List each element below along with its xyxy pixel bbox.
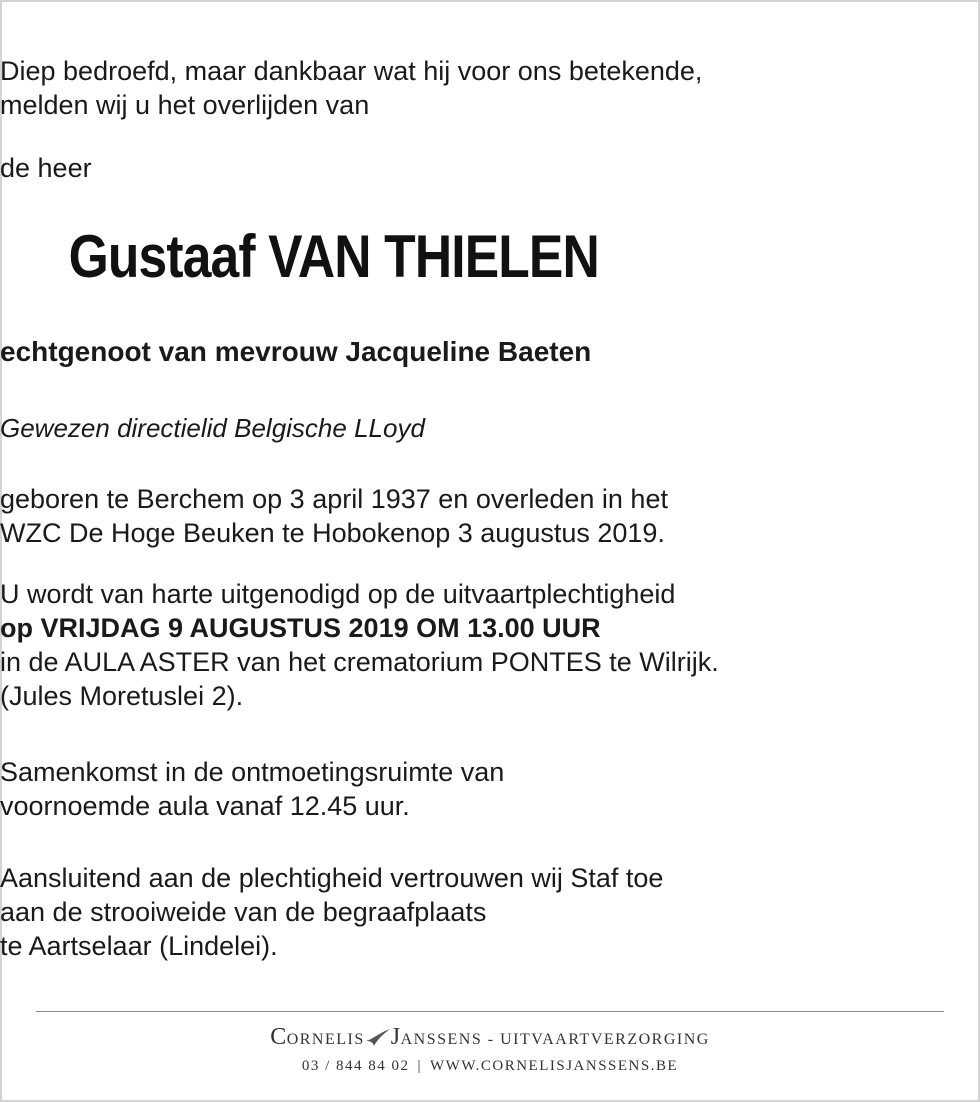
gathering-line-1: Samenkomst in de ontmoetingsruimte van xyxy=(0,757,505,787)
invitation-date-time: op VRIJDAG 9 AUGUSTUS 2019 OM 13.00 UUR xyxy=(0,613,601,643)
brand-name-anssens: ANSSENS - UITVAARTVERZORGING xyxy=(400,1031,710,1048)
intro-text xyxy=(0,54,980,122)
footer-divider xyxy=(36,1011,944,1012)
funeral-home-brand xyxy=(0,1024,980,1053)
former-role: Gewezen directielid Belgische LLoyd xyxy=(0,413,425,443)
invitation-line-1: U wordt van harte uitgenodigd op de uitvaartplechtigheid xyxy=(0,579,676,609)
invitation-address: (Jules Moretuslei 2). xyxy=(0,681,244,711)
deceased-name: Gustaaf VAN THIELEN xyxy=(68,223,599,290)
brand-initial-c: C xyxy=(270,1024,287,1050)
funeral-invitation xyxy=(0,577,980,713)
contact-separator: | xyxy=(417,1058,423,1074)
phone-number: 03 / 844 84 02 xyxy=(301,1058,410,1074)
brand-name-ornelis: ORNELIS xyxy=(286,1031,365,1048)
intro-line-2: melden wij u het overlijden van xyxy=(0,90,370,120)
closing-line-3: te Aartselaar (Lindelei). xyxy=(0,931,278,961)
honorific-title: de heer xyxy=(0,153,92,183)
gathering-line-2: voornoemde aula vanaf 12.45 uur. xyxy=(0,791,410,821)
funeral-home-contact xyxy=(0,1056,980,1076)
gathering-text xyxy=(0,755,980,823)
swoosh-logo-icon xyxy=(365,1027,391,1047)
brand-initial-j: J xyxy=(390,1024,401,1050)
birth-line-1: geboren te Berchem op 3 april 1937 en overleden in het xyxy=(0,484,668,514)
birth-line-2: WZC De Hoge Beuken te Hobokenop 3 augustus 2019. xyxy=(0,518,665,548)
closing-line-2: aan de strooiweide van de begraafplaats xyxy=(0,897,487,927)
closing-line-1: Aansluitend aan de plechtigheid vertrouwen wij Staf toe xyxy=(0,863,664,893)
website-link[interactable]: WWW.CORNELISJANSSENS.BE xyxy=(430,1058,679,1074)
spouse-line: echtgenoot van mevrouw Jacqueline Baeten xyxy=(0,336,592,367)
invitation-location: in de AULA ASTER van het crematorium PONTES te Wilrijk. xyxy=(0,647,719,677)
closing-text xyxy=(0,861,980,963)
intro-line-1: Diep bedroefd, maar dankbaar wat hij voor ons betekende, xyxy=(0,56,703,86)
birth-death-text xyxy=(0,482,980,550)
